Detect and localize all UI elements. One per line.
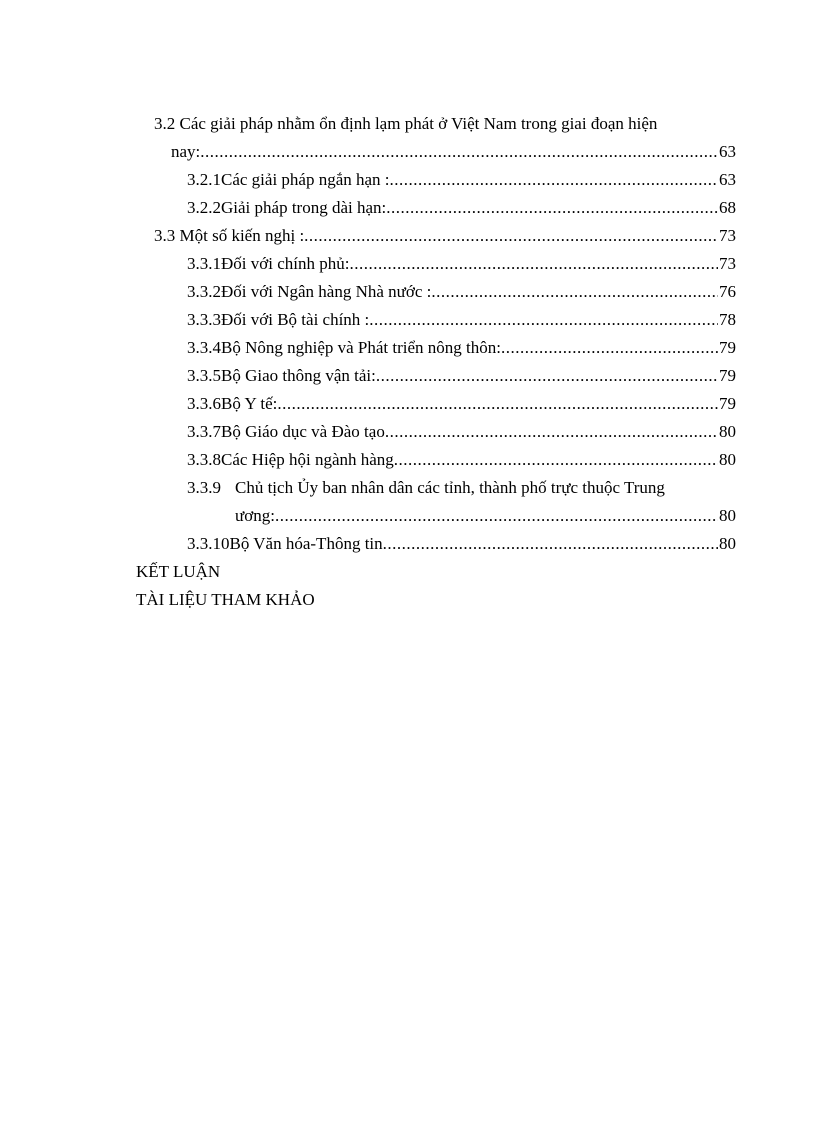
toc-number: 3.3.4 — [187, 338, 221, 357]
toc-title: Giải pháp trong dài hạn: — [221, 198, 387, 217]
toc-entry-3-2-cont: nay: — [171, 142, 201, 161]
toc-entry-3-3-5[interactable] — [187, 365, 736, 387]
toc-entry-3-3[interactable] — [154, 225, 736, 247]
toc-number: 3.3.6 — [187, 394, 221, 413]
toc-title: Các Hiệp hội ngành hàng — [221, 450, 394, 469]
toc-page-number: 76 — [719, 282, 736, 301]
toc-number: 3.3.1 — [187, 254, 221, 273]
toc-leader-dots — [501, 337, 718, 359]
toc-leader-dots — [431, 281, 718, 303]
toc-entry-references[interactable]: TÀI LIỆU THAM KHẢO — [136, 590, 315, 609]
toc-page-number: 63 — [719, 142, 736, 161]
toc-title: Chủ tịch Ủy ban nhân dân các tỉnh, thành phố trực thuộc Trung — [235, 478, 665, 497]
toc-entry-3-3-10[interactable] — [187, 533, 736, 555]
toc-leader-dots — [394, 449, 718, 471]
toc-page-number: 79 — [719, 338, 736, 357]
toc-leader-dots — [385, 421, 718, 443]
toc-entry-3-3-1[interactable] — [187, 253, 736, 275]
toc-entry-3-3-9-line1[interactable] — [187, 477, 665, 499]
toc-entry-3-3-9-cont: ương: — [235, 506, 275, 525]
toc-entry-3-3-2[interactable] — [187, 281, 736, 303]
toc-entry-3-3-3[interactable] — [187, 309, 736, 331]
toc-leader-dots — [304, 225, 718, 247]
toc-leader-dots — [200, 141, 718, 163]
toc-entry-3-3-4[interactable] — [187, 337, 736, 359]
toc-title: Đối với Ngân hàng Nhà nước : — [221, 282, 432, 301]
toc-entry-3-3-6[interactable] — [187, 393, 736, 415]
toc-leader-dots — [275, 505, 718, 527]
toc-entry-3-2-1[interactable] — [187, 169, 736, 191]
toc-number: 3.3.5 — [187, 366, 221, 385]
toc-page-number: 73 — [719, 254, 736, 273]
toc-title: Bộ Nông nghiệp và Phát triển nông thôn: — [221, 338, 502, 357]
toc-entry-3-3-9[interactable] — [235, 505, 736, 527]
toc-number: 3.3.10 — [187, 534, 230, 553]
toc-number: 3.3.7 — [187, 422, 221, 441]
toc-number: 3.3.3 — [187, 310, 221, 329]
toc-page-number: 80 — [719, 450, 736, 469]
toc-number: 3.3.2 — [187, 282, 221, 301]
toc-title: Đối với Bộ tài chính : — [221, 310, 370, 329]
toc-title: Đối với chính phủ: — [221, 254, 350, 273]
toc-page-number: 79 — [719, 394, 736, 413]
toc-title: Bộ Y tế: — [221, 394, 278, 413]
toc-entry-3-2-line1[interactable]: 3.2 Các giải pháp nhằm ổn định lạm phát ở Việt Nam trong giai đoạn hiện — [154, 114, 658, 133]
toc-title: Bộ Văn hóa-Thông tin — [229, 534, 383, 553]
toc-number: 3.3.8 — [187, 450, 221, 469]
toc-page-number: 68 — [719, 198, 736, 217]
toc-leader-dots — [349, 253, 718, 275]
toc-title: 3.3 Một số kiến nghị : — [154, 226, 305, 245]
toc-leader-dots — [383, 533, 718, 555]
toc-title: Bộ Giáo dục và Đào tạo — [221, 422, 385, 441]
toc-leader-dots — [386, 197, 718, 219]
toc-page-number: 80 — [719, 534, 736, 553]
toc-number: 3.2.1 — [187, 170, 221, 189]
toc-leader-dots — [369, 309, 718, 331]
toc-entry-conclusion[interactable]: KẾT LUẬN — [136, 562, 221, 581]
toc-page-number: 80 — [719, 422, 736, 441]
toc-number: 3.2.2 — [187, 198, 221, 217]
toc-entry-3-3-7[interactable] — [187, 421, 736, 443]
toc-entry-3-2-2[interactable] — [187, 197, 736, 219]
toc-leader-dots — [376, 365, 718, 387]
toc-number: 3.3.9 — [187, 478, 221, 497]
toc-page-number: 73 — [719, 226, 736, 245]
toc-title: Bộ Giao thông vận tải: — [221, 366, 376, 385]
toc-entry-3-2[interactable] — [171, 141, 736, 163]
toc-title: Các giải pháp ngắn hạn : — [221, 170, 390, 189]
toc-page-number: 63 — [719, 170, 736, 189]
toc-leader-dots — [390, 169, 718, 191]
toc-page-number: 78 — [719, 310, 736, 329]
toc-entry-3-3-8[interactable] — [187, 449, 736, 471]
toc-page-number: 79 — [719, 366, 736, 385]
toc-leader-dots — [277, 393, 718, 415]
toc-page-number: 80 — [719, 506, 736, 525]
